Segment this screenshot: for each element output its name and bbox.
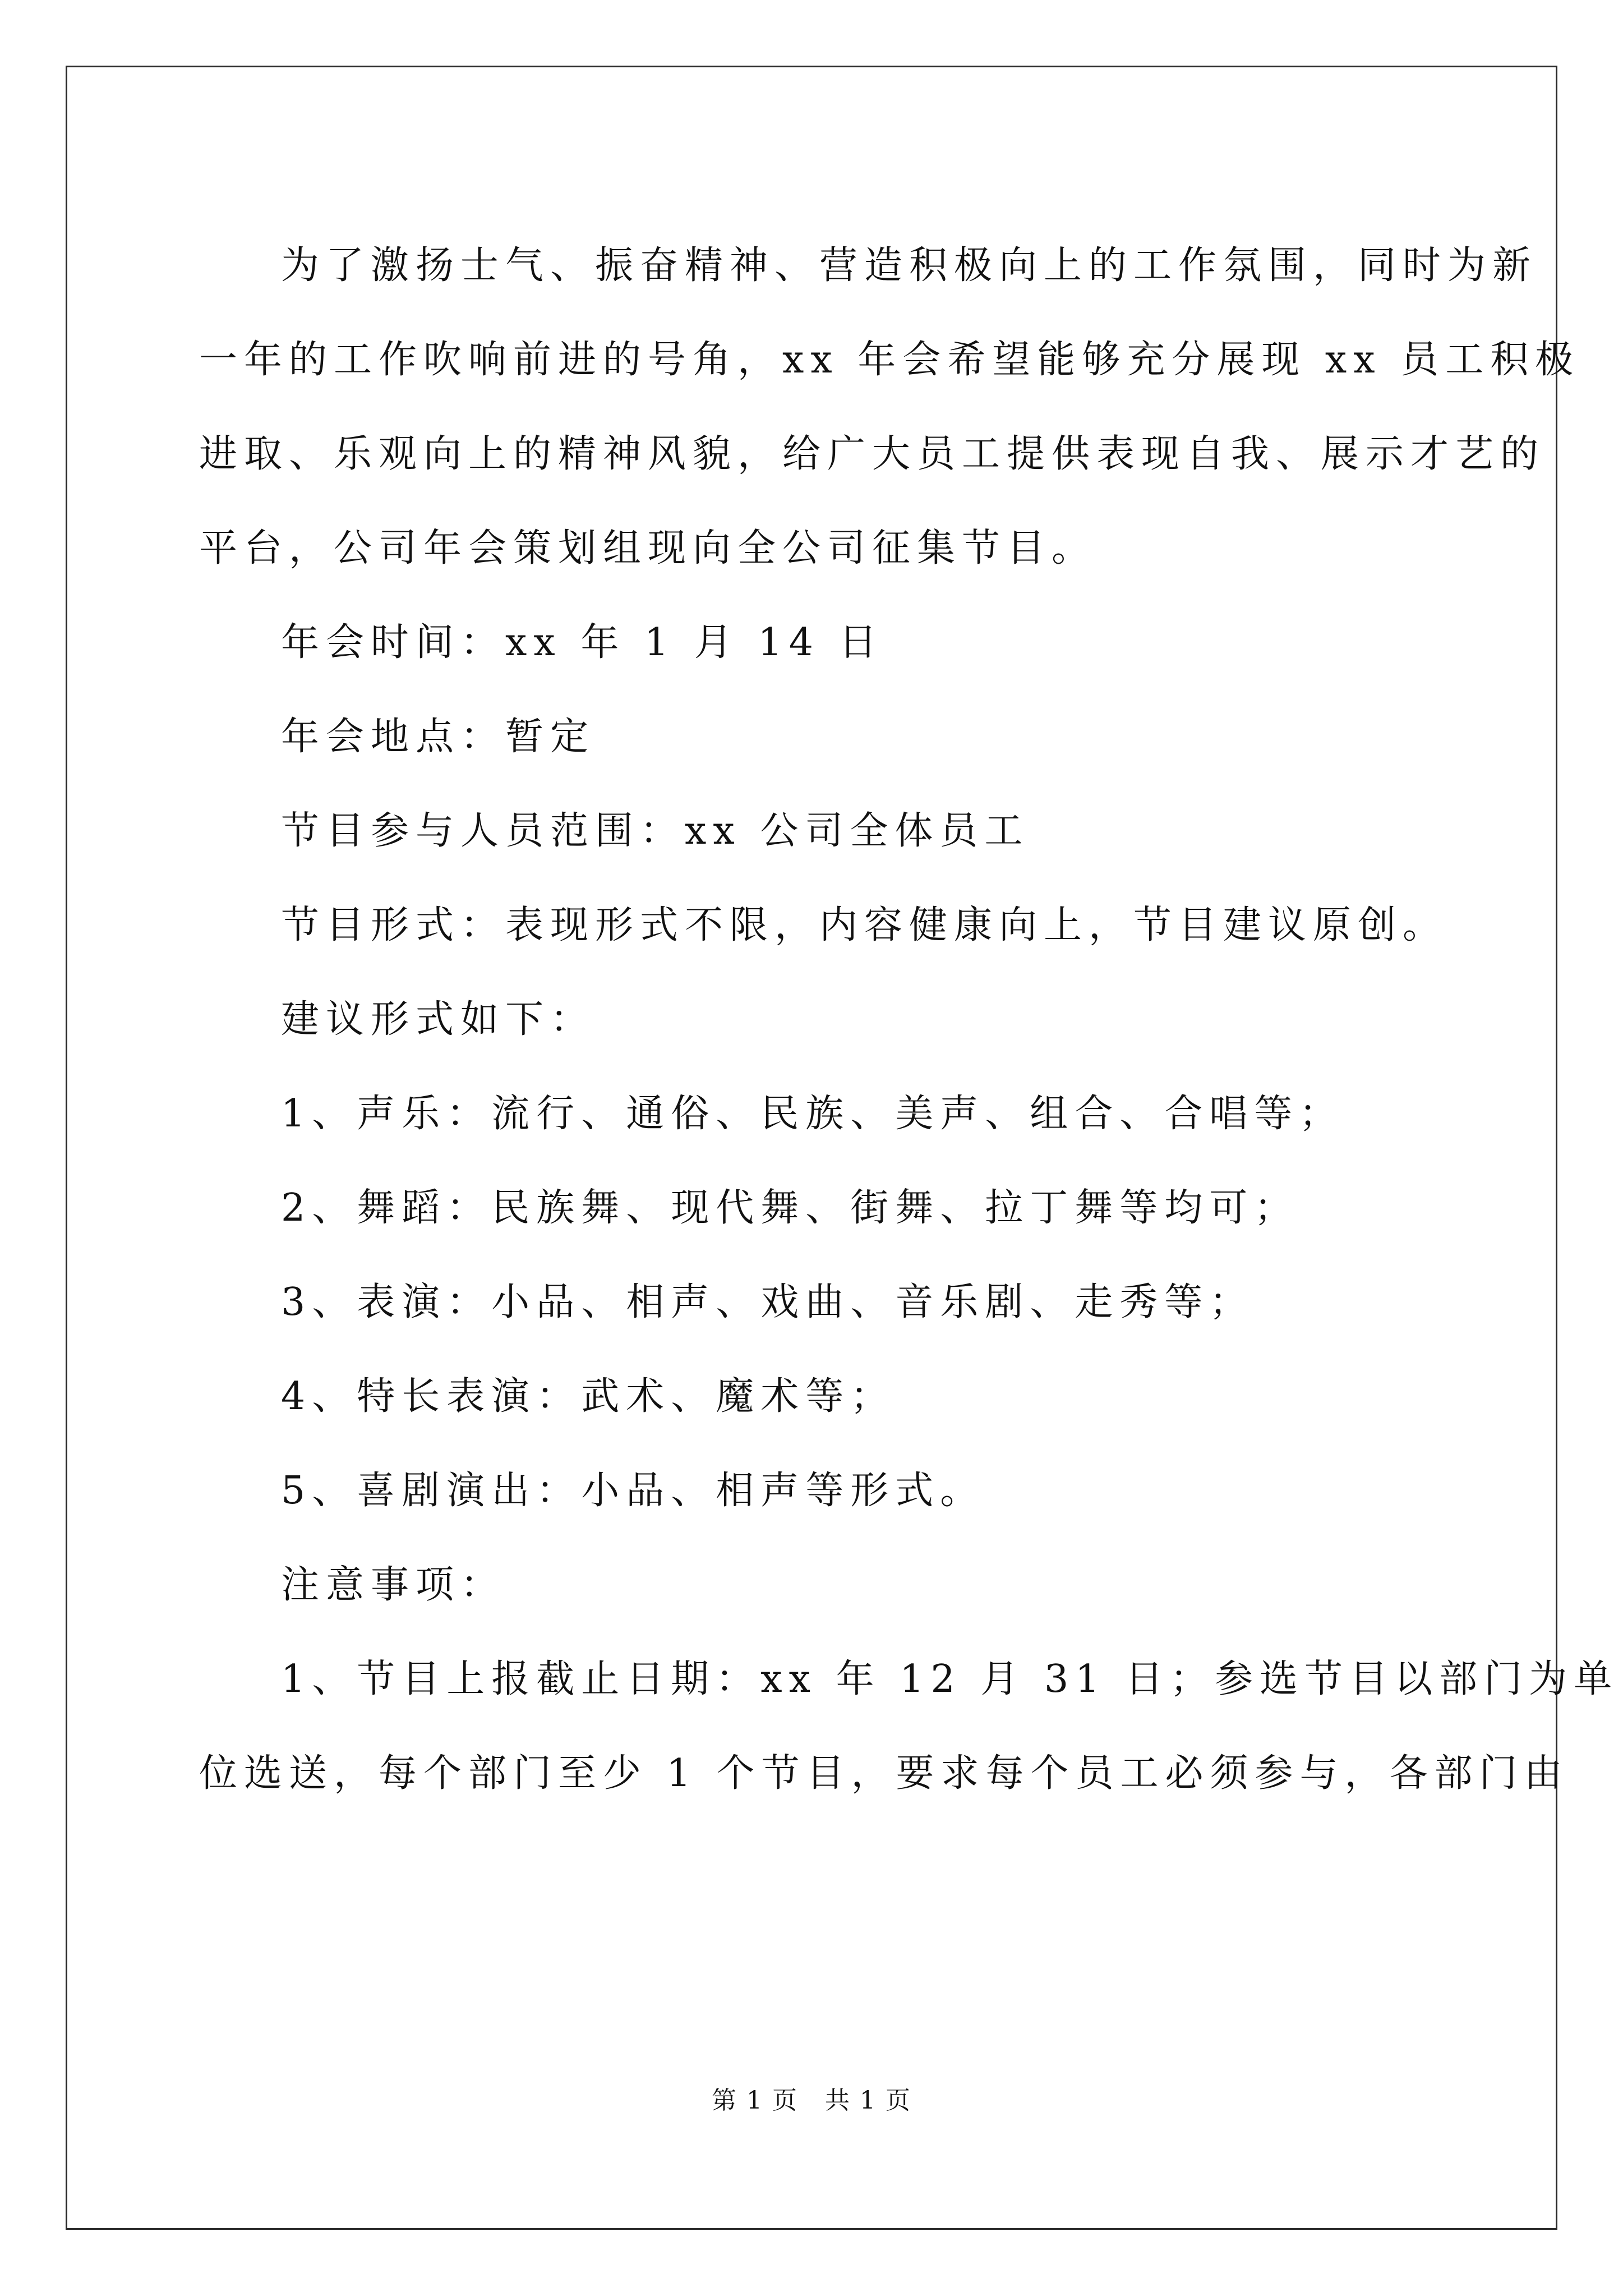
list-item: 2、舞蹈：民族舞、现代舞、街舞、拉丁舞等均可； bbox=[281, 1186, 1299, 1230]
paragraph-intro bbox=[199, 219, 1580, 596]
text-line: 为了激扬士气、振奋精神、营造积极向上的工作氛围，同时为新 bbox=[281, 243, 1538, 288]
paragraph-note-1 bbox=[199, 1632, 1619, 1821]
meeting-time: 年会时间：xx 年 1 月 14 日 bbox=[281, 620, 884, 665]
list-item: 3、表演：小品、相声、戏曲、音乐剧、走秀等； bbox=[281, 1280, 1255, 1324]
list-item: 4、特长表演：武术、魔术等； bbox=[281, 1374, 896, 1419]
page-total: 共 1 页 bbox=[824, 2086, 911, 2115]
program-format: 节目形式：表现形式不限，内容健康向上，节目建议原创。 bbox=[281, 903, 1448, 947]
text-line: 平台，公司年会策划组现向全公司征集节目。 bbox=[199, 526, 1097, 570]
list-item: 5、喜剧演出：小品、相声等形式。 bbox=[281, 1469, 985, 1513]
notes-heading: 注意事项： bbox=[281, 1563, 506, 1607]
text-line: 一年的工作吹响前进的号角，xx 年会希望能够充分展现 xx 员工积极 bbox=[199, 338, 1580, 382]
suggested-forms-heading: 建议形式如下： bbox=[281, 997, 596, 1042]
text-line: 1、节目上报截止日期：xx 年 12 月 31 日；参选节目以部门为单 bbox=[281, 1657, 1619, 1701]
participant-scope: 节目参与人员范围：xx 公司全体员工 bbox=[281, 809, 1030, 853]
page-footer bbox=[0, 2084, 1623, 2118]
document-body bbox=[199, 219, 1619, 1821]
text-line: 进取、乐观向上的精神风貌，给广大员工提供表现自我、展示才艺的 bbox=[199, 432, 1546, 476]
meeting-location: 年会地点：暂定 bbox=[281, 715, 596, 759]
list-item: 1、声乐：流行、通俗、民族、美声、组合、合唱等； bbox=[281, 1092, 1344, 1136]
page-number: 第 1 页 bbox=[712, 2086, 799, 2115]
text-line: 位选送，每个部门至少 1 个节目，要求每个员工必须参与，各部门由 bbox=[199, 1751, 1569, 1796]
